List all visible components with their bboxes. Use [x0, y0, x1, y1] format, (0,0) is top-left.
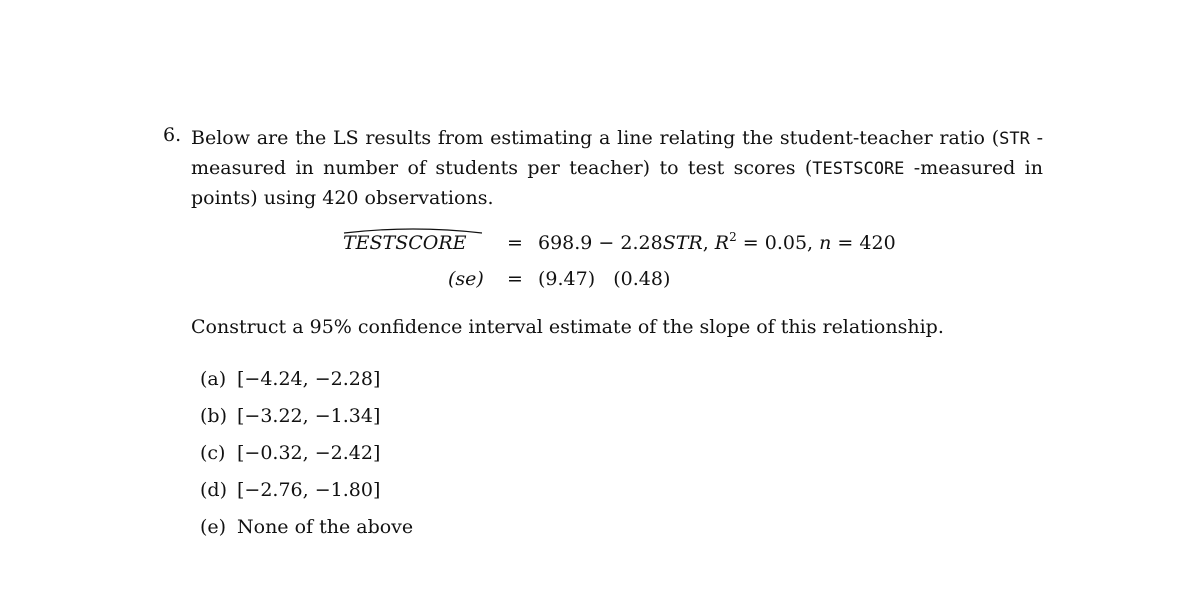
- option-text: [−0.32, −2.42]: [237, 442, 381, 464]
- variable-testscore: TESTSCORE: [812, 159, 905, 179]
- question-text-part2: -measured in number of students per teacher) to test scores (: [191, 127, 1043, 179]
- equation-equals-1: =: [507, 232, 523, 254]
- equation-r-value: = 0.05,: [736, 232, 820, 254]
- option-b[interactable]: [200, 405, 413, 442]
- equation-var-str: STR: [662, 232, 703, 254]
- option-a[interactable]: [200, 368, 413, 405]
- equation-rhs-1: 698.9 − 2.28STR, $R^2 = 0.05$, n = 420: [538, 230, 896, 254]
- option-e[interactable]: [200, 516, 413, 553]
- option-letter: (d): [200, 479, 227, 501]
- instruction-text: Construct a 95% confidence interval estimate of the slope of this relationship.: [191, 316, 944, 338]
- variable-str: STR: [999, 129, 1030, 149]
- equation-constant: 698.9 − 2.28: [538, 232, 663, 254]
- equation-lhs-testscore-hat: TESTSCORE: [343, 232, 467, 254]
- option-text: [−3.22, −1.34]: [237, 405, 381, 427]
- option-text: None of the above: [237, 516, 414, 538]
- equation-equals-2: =: [507, 268, 523, 290]
- question-text-part1: Below are the LS results from estimating a line relating the student-teacher ratio (: [191, 127, 1000, 149]
- option-d[interactable]: [200, 479, 413, 516]
- option-text: [−2.76, −1.80]: [237, 479, 381, 501]
- option-letter: (e): [200, 516, 227, 538]
- option-c[interactable]: [200, 442, 413, 479]
- option-letter: (c): [200, 442, 226, 464]
- question-text-part3: -measured in points) using 420 observations.: [191, 157, 1043, 209]
- equation-lhs-se: (se): [448, 268, 484, 290]
- option-letter: (b): [200, 405, 227, 427]
- equation-r-superscript: 2: [729, 230, 737, 244]
- equation-standard-errors: (9.47) (0.48): [538, 268, 671, 290]
- equation-n: n: [819, 232, 832, 254]
- option-letter: (a): [200, 368, 227, 390]
- question-text: [191, 124, 1043, 213]
- equation-r: R: [714, 232, 730, 254]
- answer-options: [200, 368, 413, 553]
- option-text: [−4.24, −2.28]: [237, 368, 381, 390]
- question-number: 6.: [163, 124, 182, 146]
- equation-n-value: = 420: [831, 232, 896, 254]
